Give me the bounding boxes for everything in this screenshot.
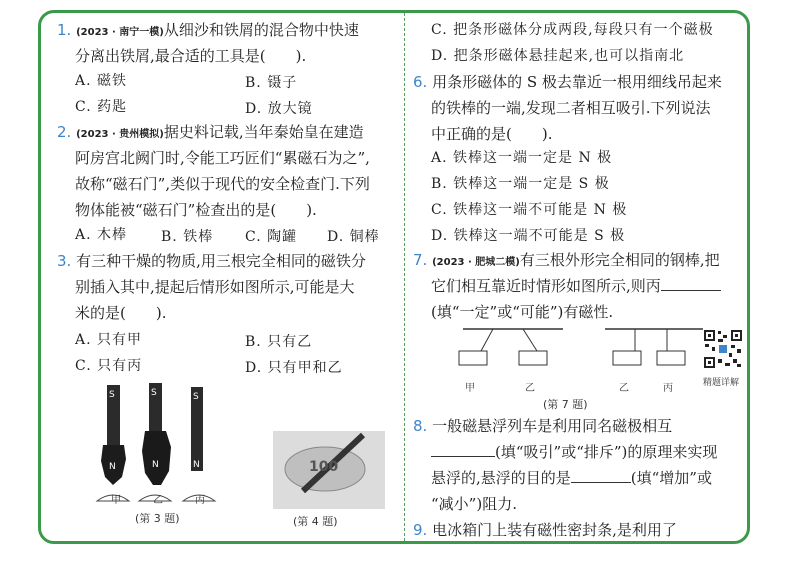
q6-option-d: D. 铁棒这一端不可能是 S 极 (431, 228, 626, 244)
q7-figure (453, 325, 723, 375)
magnet-jia-s: S (109, 390, 115, 400)
qr-caption: 精题详解 (703, 378, 740, 388)
q1-option-d: D. 放大镜 (245, 101, 313, 117)
q3-text-2: 别插入其中,提起后情形如图所示,可能是大 (75, 278, 355, 296)
magnet-yi-n: N (152, 460, 159, 470)
q3-label-jia: 甲 (111, 495, 121, 506)
q1-text-2: 分离出铁屑,最合适的工具是( ). (75, 47, 307, 65)
q8-number: 8. (413, 417, 428, 435)
q1-option-c: C. 药匙 (75, 99, 128, 115)
q4-coin-text: 100 (309, 459, 339, 475)
q2-text-2: 阿房宫北阙门时,令能工巧匠们“累磁石为之”, (75, 149, 370, 167)
q4-figure (273, 431, 385, 509)
q1-source-tag: (2023 · 南宁一模) (76, 27, 164, 38)
q3-number: 3. (57, 252, 72, 270)
q2-text-4: 物体能被“磁石门”检查出的是( ). (75, 201, 317, 219)
q2-option-b: B. 铁棒 (161, 229, 214, 245)
q7-text-2 (431, 273, 721, 299)
q2-line1 (57, 119, 364, 148)
q8-text-3 (431, 465, 712, 491)
q7-source-tag: (2023 · 肥城二模) (432, 257, 520, 268)
q7-text-3: (填“一定”或“可能”)有磁性. (431, 303, 614, 321)
q1-number: 1. (57, 21, 72, 39)
q3-label-bing: 丙 (195, 495, 205, 506)
q1-option-a: A. 磁铁 (75, 73, 128, 89)
q7-bar-jia (459, 351, 487, 365)
magnet-bing-n: N (193, 460, 200, 470)
q7-label-yi2: 乙 (619, 383, 629, 394)
q4-figure-caption: (第 4 题) (293, 515, 338, 528)
q8-answer-blank-2[interactable] (571, 468, 631, 483)
q5-option-c: C. 把条形磁体分成两段,每段只有一个磁极 (431, 22, 714, 38)
q1-text-1: 从细沙和铁屑的混合物中快速 (163, 21, 359, 39)
q2-option-a: A. 木棒 (75, 227, 128, 243)
q7-bar-yi (519, 351, 547, 365)
q8-text-1: 一般磁悬浮列车是利用同名磁极相互 (432, 417, 673, 435)
q6-number: 6. (413, 73, 428, 91)
q3-option-a: A. 只有甲 (75, 332, 143, 348)
q3-magnets-figure (91, 381, 241, 509)
q2-text-1: 据史料记载,当年秦始皇在建造 (163, 123, 364, 141)
q7-string-1 (481, 329, 493, 351)
q8-text-3b-label: (填“增加”或 (630, 469, 712, 487)
qr-code-icon[interactable] (703, 329, 743, 369)
q2-option-d: D. 铜棒 (327, 229, 380, 245)
q6-option-b: B. 铁棒这一端一定是 S 极 (431, 176, 610, 192)
q3-option-c: C. 只有丙 (75, 358, 143, 374)
q5-option-d: D. 把条形磁体悬挂起来,也可以指南北 (431, 48, 685, 64)
q7-line1 (413, 247, 720, 276)
q7-label-jia: 甲 (465, 383, 475, 394)
q7-figure-caption: (第 7 题) (543, 398, 588, 411)
q9-line1 (413, 517, 677, 543)
q3-option-b: B. 只有乙 (245, 334, 313, 350)
q6-line1 (413, 69, 722, 95)
q8-text-4: “减小”)阻力. (431, 495, 517, 513)
q7-answer-blank[interactable] (661, 276, 721, 291)
magnet-yi-attached (142, 431, 171, 485)
q9-number: 9. (413, 521, 428, 539)
q3-line1 (57, 248, 366, 274)
q8-text-3-label: 悬浮的,悬浮的目的是 (431, 469, 571, 487)
q6-option-c: C. 铁棒这一端不可能是 N 极 (431, 202, 628, 218)
q2-option-c: C. 陶罐 (245, 229, 298, 245)
q7-string-2 (523, 329, 537, 351)
q7-text-1: 有三根外形完全相同的钢棒,把 (519, 251, 720, 269)
q7-bar-yi2 (613, 351, 641, 365)
q9-text-1: 电冰箱门上装有磁性密封条,是利用了 (432, 521, 677, 539)
q3-figure-caption: (第 3 题) (135, 512, 180, 525)
q3-label-yi: 乙 (153, 495, 163, 506)
q3-text-3: 米的是( ). (75, 304, 167, 322)
q6-text-1: 用条形磁体的 S 极去靠近一根用细线吊起来 (432, 73, 722, 91)
magnet-jia-n: N (109, 462, 116, 472)
magnet-bing-s: S (193, 392, 199, 402)
q8-answer-blank-1[interactable] (431, 442, 495, 457)
q8-line1 (413, 413, 672, 439)
q6-text-2: 的铁棒的一端,发现二者相互吸引.下列说法 (431, 99, 711, 117)
q6-option-a: A. 铁棒这一端一定是 N 极 (431, 150, 613, 166)
q6-text-3: 中正确的是( ). (431, 125, 553, 143)
q3-text-1: 有三种干燥的物质,用三根完全相同的磁铁分 (76, 252, 366, 270)
q3-option-d: D. 只有甲和乙 (245, 360, 343, 376)
q1-line1 (57, 17, 359, 46)
q8-text-2-label: (填“吸引”或“排斥”)的原理来实现 (495, 443, 718, 461)
q7-number: 7. (413, 251, 428, 269)
q7-text-2-label: 它们相互靠近时情形如图所示,则丙 (431, 277, 661, 295)
column-divider (404, 13, 405, 541)
q7-label-yi: 乙 (525, 383, 535, 394)
page-frame (38, 10, 750, 544)
q2-text-3: 故称“磁石门”,类似于现代的安全检查门.下列 (75, 175, 370, 193)
q7-label-bing: 丙 (663, 383, 673, 394)
magnet-yi-s: S (151, 388, 157, 398)
q8-text-2 (431, 439, 717, 465)
q2-number: 2. (57, 123, 72, 141)
q7-bar-bing (657, 351, 685, 365)
q1-option-b: B. 镊子 (245, 75, 298, 91)
q2-source-tag: (2023 · 贵州模拟) (76, 129, 164, 140)
